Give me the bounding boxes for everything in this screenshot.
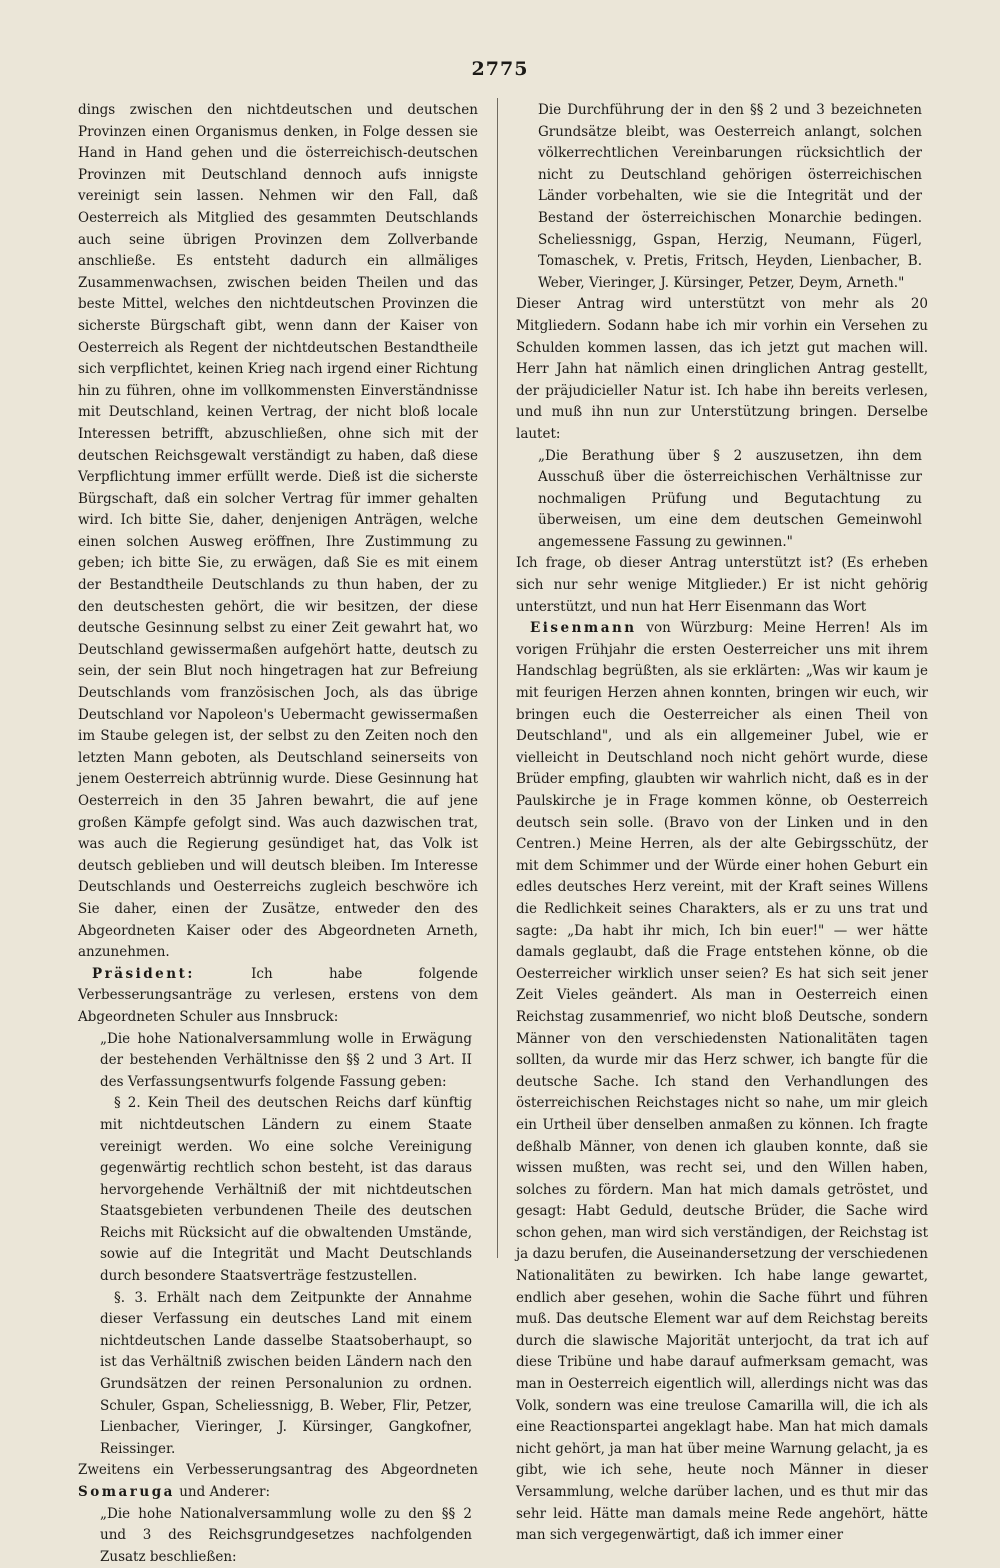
speaker-name: Eisenmann [530, 620, 637, 637]
column-divider [497, 98, 498, 1258]
right-column [516, 100, 928, 1544]
speech-text: von Würzburg: Meine Herren! Als im vorigen Frühjahr die ersten Oesterreicher uns mit ihrem Handschlag begrüßten, als sie erklärten: „Was wir kaum je mit feurigen Herzen ahnen konnten, bringen wir euch, wir bringen euch die Oesterreicher als einen Theil von Deutschland", und als ein allgemeiner Jubel, wie er vielleicht in Deutschland noch nicht gehört wurde, diese Brüder empfing, glaubten wir wahrlich nicht, daß es in der Paulskirche je in Frage kommen könne, ob Oesterreich deutsch sein solle. (Bravo von der Linken und in den Centren.) Meine Herren, als der alte Gebirgsschütz, der mit dem Schimmer und der Würde einer hohen Geburt ein edles deutsches Herz vereint, mit der Kraft seines Willens die Redlichkeit seines Charakters, als er zu uns trat und sagte: „Da habt ihr mich, Ich bin euer!" — wer hätte damals geglaubt, daß die Frage entstehen könne, ob die Oesterreicher wirklich unser seien? Es hat sich seit jener Zeit Vieles geändert. Als man in Oesterreich einen Reichstag zusammenrief, wo nicht bloß Deutsche, sondern Männer von den verschiedensten Nationalitäten tagen sollten, da wurde mir das Herz schwer, ich bangte für die deutsche Sache. Ich stand den Verhandlungen des österreichischen Reichstages nicht so nahe, um mir gleich ein Urtheil über denselben anmaßen zu können. Ich fragte deßhalb Männer, von denen ich glauben konnte, daß sie wissen mußten, was recht sei, und den Willen haben, solches zu fördern. Man hat mich damals getröstet, und gesagt: Habt Geduld, deutsche Brüder, die Sache wird schon gehen, man wird sich verständigen, der Reichstag ist ja dazu berufen, die Auseinandersetzung der verschiedenen Nationalitäten zu bewirken. Ich habe lange gewartet, endlich aber gesehen, wohin die Sache führt und führen muß. Das deutsche Element war auf dem Reichstag bereits durch die slawische Majorität unterjocht, da trat ich auf diese Tribüne und habe darauf aufmerksam gemacht, was man in Oesterreich eigentlich will, allerdings nicht was das Volk, sondern was eine treulose Camarilla will, die ich als eine Reactionspartei angeklagt habe. Man hat mich damals nicht gehört, ja man hat über meine Warnung gelacht, ja es gibt, wie ich sehe, heute noch Männer in dieser Versammlung, welche darüber lachen, und es thut mir das sehr leid. Hätte man damals meine Rede angehört, hätte man sich vergegenwärtigt, daß ich immer einer [516, 620, 928, 1544]
second-motion-quote: „Die hohe Nationalversammlung wolle zu den §§ 2 und 3 des Reichsgrundgesetzes nachfolgenden Zusatz beschließen: [100, 1505, 472, 1565]
intro-text-end: und Anderer: [174, 1484, 271, 1500]
speech-text: Ich habe folgende Verbesserungsanträge zu verlesen, erstens von dem Abgeordneten Schuler aus Innsbruck: [78, 965, 478, 1025]
jahn-motion-quote: „Die Berathung über § 2 auszusetzen, ihn dem Ausschuß über die österreichischen Verhältnisse zur nochmaligen Prüfung und Begutachtung zu überweisen, um eine dem deutschen Gemeinwohl angemessene Fassung zu gewinnen." [538, 447, 922, 550]
speaker-name: Präsident: [92, 965, 195, 982]
intro-text: Zweitens ein Verbesserungsantrag des Abgeordneten [78, 1462, 478, 1479]
motion-section-3: §. 3. Erhält nach dem Zeitpunkte der Annahme dieser Verfassung ein deutsches Land mit einem nichtdeutschen Lande dasselbe Staatsoberhaupt, so ist das Verhältniß zwischen beiden Ländern nach den Grundsätzen der reinen Personalunion zu ordnen. Schuler, Gspan, Scheliessnigg, B. Weber, Flir, Petzer, Lienbacher, Vieringer, J. Kürsinger, Gangkofner, Reissinger. [100, 1289, 472, 1457]
motion-continuation: Die Durchführung der in den §§ 2 und 3 bezeichneten Grundsätze bleibt, was Oesterreich anlangt, solchen völkerrechtlichen Vereinbarungen rücksichtlich der nicht zu Deutschland gehörigen österreichischen Länder vorbehalten, wie sie die Integrität und der Bestand der österreichischen Monarchie bedingen. Scheliessnigg, Gspan, Herzig, Neumann, Fügerl, Tomaschek, v. Pretis, Fritsch, Heyden, Lienbacher, B. Weber, Vieringer, J. Kürsinger, Petzer, Deym, Arneth." [538, 102, 922, 291]
deputy-name: Somaruga [78, 1484, 175, 1500]
page-number: 2775 [471, 58, 529, 80]
paragraph-support: Dieser Antrag wird unterstützt von mehr als 20 Mitgliedern. Sodann habe ich mir vorhin ein Versehen zu Schulden kommen lassen, das ich jetzt gut machen will. Herr Jahn hat nämlich einen dringlichen Antrag gestellt, der präjudicieller Natur ist. Ich habe ihn bereits verlesen, und muß ihn nun zur Unterstützung bringen. Derselbe lautet: [516, 296, 928, 442]
paragraph-question: Ich frage, ob dieser Antrag unterstützt ist? (Es erheben sich nur sehr wenige Mitglieder.) Er ist nicht gehörig unterstützt, und nun hat Herr Eisenmann das Wort [516, 555, 928, 615]
left-column [78, 100, 478, 1565]
paragraph-eisenmann [516, 618, 928, 1547]
paragraph-praesident [78, 964, 478, 1029]
paragraph-continuation: dings zwischen den nichtdeutschen und deutschen Provinzen einen Organismus denken, in Folge dessen sie Hand in Hand gehen und die österreichisch-deutschen Provinzen mit Deutschland dennoch aufs innigste vereinigt sein lassen. Nehmen wir den Fall, daß Oesterreich als Mitglied des gesammten Deutschlands auch seine übrigen Provinzen dem Zollverbande anschließe. Es entsteht dadurch ein allmäliges Zusammenwachsen, zwischen beiden Theilen und das beste Mittel, welches den nichtdeutschen Provinzen die sicherste Bürgschaft gibt, wenn dann der Kaiser von Oesterreich als Regent der nichtdeutschen Bestandtheile sich verpflichtet, keinen Krieg nach irgend einer Richtung hin zu führen, ohne im vollkommensten Einverständnisse mit Deutschland, keinen Vertrag, der nicht bloß locale Interessen betrifft, abzuschließen, ohne sich mit der deutschen Reichsgewalt verständigt zu haben, daß diese Verpflichtung immer erfüllt werde. Dieß ist die sicherste Bürgschaft, daß ein solcher Vertrag für immer gehalten wird. Ich bitte Sie, daher, denjenigen Anträgen, welche einen solchen Ausweg eröffnen, Ihre Zustimmung zu geben; ich bitte Sie, zu erwägen, daß Sie es mit einem der Bestandtheile Deutschlands zu thun haben, der zu den deutschesten gehört, die wir besitzen, der diese deutsche Gesinnung selbst zu einer Zeit gewahrt hat, wo Deutschland gewissermaßen aufgehört hatte, deutsch zu sein, der sein Blut noch hingetragen hat zur Befreiung Deutschlands vom französischen Joch, als das übrige Deutschland vor Napoleon's Uebermacht gewissermaßen im Staube gelegen ist, der selbst zu den Zeiten noch den letzten Mann geboten, als Deutschland seinerseits von jenem Oesterreich abtrünnig wurde. Diese Gesinnung hat Oesterreich in den 35 Jahren bewahrt, die auf jene großen Kämpfe gefolgt sind. Was auch dazwischen trat, was auch die Regierung gesündiget hat, das Volk ist deutsch geblieben und will deutsch bleiben. Im Interesse Deutschlands und Oesterreichs zugleich beschwöre ich Sie daher, einen der Zusätze, entweder den des Abgeordneten Kaiser oder des Abgeordneten Arneth, anzunehmen. [78, 102, 478, 961]
motion-quote: „Die hohe Nationalversammlung wolle in Erwägung der bestehenden Verhältnisse den §§ 2 und 3 Art. II des Verfassungsentwurfs folgende Fassung geben: [100, 1030, 472, 1090]
second-motion-intro [78, 1460, 478, 1503]
motion-section-2: § 2. Kein Theil des deutschen Reichs darf künftig mit nichtdeutschen Ländern zu einem Staate vereinigt werden. Wo eine solche Vereinigung gegenwärtig rechtlich schon besteht, ist das daraus hervorgehende Verhältniß der mit nichtdeutschen Staatsgebieten verbundenen Theile des deutschen Reichs mit Rücksicht auf die obwaltenden Umstände, sowie auf die Integrität und Macht Deutschlands durch besondere Staatsverträge festzustellen. [100, 1095, 472, 1285]
